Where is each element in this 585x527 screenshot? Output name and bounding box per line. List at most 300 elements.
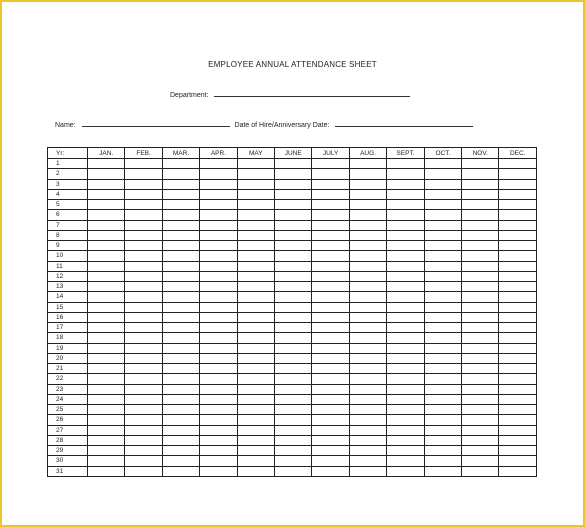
attendance-cell[interactable] <box>88 394 125 404</box>
attendance-cell[interactable] <box>312 415 349 425</box>
attendance-cell[interactable] <box>162 210 199 220</box>
attendance-cell[interactable] <box>162 282 199 292</box>
attendance-cell[interactable] <box>387 343 424 353</box>
attendance-cell[interactable] <box>499 230 537 240</box>
attendance-cell[interactable] <box>387 425 424 435</box>
attendance-cell[interactable] <box>125 210 162 220</box>
attendance-cell[interactable] <box>88 446 125 456</box>
attendance-cell[interactable] <box>462 323 499 333</box>
attendance-cell[interactable] <box>499 159 537 169</box>
attendance-cell[interactable] <box>499 384 537 394</box>
attendance-cell[interactable] <box>162 394 199 404</box>
attendance-cell[interactable] <box>499 425 537 435</box>
attendance-cell[interactable] <box>387 312 424 322</box>
attendance-cell[interactable] <box>125 169 162 179</box>
attendance-cell[interactable] <box>499 292 537 302</box>
attendance-cell[interactable] <box>237 405 274 415</box>
attendance-cell[interactable] <box>275 251 312 261</box>
attendance-cell[interactable] <box>237 343 274 353</box>
attendance-cell[interactable] <box>200 446 237 456</box>
attendance-cell[interactable] <box>462 384 499 394</box>
attendance-cell[interactable] <box>462 312 499 322</box>
attendance-cell[interactable] <box>424 179 461 189</box>
attendance-cell[interactable] <box>88 179 125 189</box>
attendance-cell[interactable] <box>162 405 199 415</box>
attendance-cell[interactable] <box>499 435 537 445</box>
attendance-cell[interactable] <box>237 435 274 445</box>
attendance-cell[interactable] <box>349 415 386 425</box>
attendance-cell[interactable] <box>88 384 125 394</box>
attendance-cell[interactable] <box>237 384 274 394</box>
attendance-cell[interactable] <box>237 261 274 271</box>
attendance-cell[interactable] <box>312 282 349 292</box>
attendance-cell[interactable] <box>424 353 461 363</box>
attendance-cell[interactable] <box>237 292 274 302</box>
attendance-cell[interactable] <box>200 364 237 374</box>
attendance-cell[interactable] <box>349 333 386 343</box>
attendance-cell[interactable] <box>200 261 237 271</box>
attendance-cell[interactable] <box>125 364 162 374</box>
attendance-cell[interactable] <box>200 220 237 230</box>
attendance-cell[interactable] <box>424 271 461 281</box>
attendance-cell[interactable] <box>275 169 312 179</box>
attendance-cell[interactable] <box>387 179 424 189</box>
attendance-cell[interactable] <box>125 374 162 384</box>
attendance-cell[interactable] <box>237 220 274 230</box>
attendance-cell[interactable] <box>462 210 499 220</box>
attendance-cell[interactable] <box>349 159 386 169</box>
attendance-cell[interactable] <box>125 251 162 261</box>
attendance-cell[interactable] <box>499 210 537 220</box>
attendance-cell[interactable] <box>275 220 312 230</box>
attendance-cell[interactable] <box>237 415 274 425</box>
attendance-cell[interactable] <box>88 220 125 230</box>
attendance-cell[interactable] <box>88 210 125 220</box>
attendance-cell[interactable] <box>275 364 312 374</box>
attendance-cell[interactable] <box>312 169 349 179</box>
attendance-cell[interactable] <box>237 241 274 251</box>
attendance-cell[interactable] <box>499 353 537 363</box>
attendance-cell[interactable] <box>424 343 461 353</box>
attendance-cell[interactable] <box>499 405 537 415</box>
attendance-cell[interactable] <box>349 384 386 394</box>
attendance-cell[interactable] <box>387 230 424 240</box>
attendance-cell[interactable] <box>237 446 274 456</box>
attendance-cell[interactable] <box>462 189 499 199</box>
attendance-cell[interactable] <box>349 220 386 230</box>
attendance-cell[interactable] <box>200 271 237 281</box>
attendance-cell[interactable] <box>88 415 125 425</box>
attendance-cell[interactable] <box>88 189 125 199</box>
attendance-cell[interactable] <box>312 374 349 384</box>
attendance-cell[interactable] <box>424 282 461 292</box>
attendance-cell[interactable] <box>499 189 537 199</box>
attendance-cell[interactable] <box>387 292 424 302</box>
attendance-cell[interactable] <box>162 456 199 466</box>
attendance-cell[interactable] <box>349 251 386 261</box>
attendance-cell[interactable] <box>424 189 461 199</box>
attendance-cell[interactable] <box>424 456 461 466</box>
attendance-cell[interactable] <box>349 302 386 312</box>
attendance-cell[interactable] <box>88 364 125 374</box>
attendance-cell[interactable] <box>312 210 349 220</box>
attendance-cell[interactable] <box>349 374 386 384</box>
attendance-cell[interactable] <box>162 302 199 312</box>
attendance-cell[interactable] <box>462 394 499 404</box>
attendance-cell[interactable] <box>88 261 125 271</box>
attendance-cell[interactable] <box>275 415 312 425</box>
attendance-cell[interactable] <box>387 189 424 199</box>
attendance-cell[interactable] <box>88 456 125 466</box>
attendance-cell[interactable] <box>125 312 162 322</box>
attendance-cell[interactable] <box>462 364 499 374</box>
attendance-cell[interactable] <box>125 302 162 312</box>
attendance-cell[interactable] <box>462 179 499 189</box>
attendance-cell[interactable] <box>424 220 461 230</box>
attendance-cell[interactable] <box>237 230 274 240</box>
attendance-cell[interactable] <box>200 323 237 333</box>
attendance-cell[interactable] <box>125 405 162 415</box>
attendance-cell[interactable] <box>387 466 424 476</box>
attendance-cell[interactable] <box>125 384 162 394</box>
attendance-cell[interactable] <box>200 282 237 292</box>
attendance-cell[interactable] <box>275 323 312 333</box>
attendance-cell[interactable] <box>499 261 537 271</box>
attendance-cell[interactable] <box>200 292 237 302</box>
attendance-cell[interactable] <box>275 302 312 312</box>
attendance-cell[interactable] <box>125 220 162 230</box>
attendance-cell[interactable] <box>387 261 424 271</box>
attendance-cell[interactable] <box>349 425 386 435</box>
attendance-cell[interactable] <box>424 159 461 169</box>
attendance-cell[interactable] <box>387 220 424 230</box>
attendance-cell[interactable] <box>125 435 162 445</box>
attendance-cell[interactable] <box>499 271 537 281</box>
attendance-cell[interactable] <box>237 312 274 322</box>
attendance-cell[interactable] <box>387 353 424 363</box>
attendance-cell[interactable] <box>387 435 424 445</box>
attendance-cell[interactable] <box>125 466 162 476</box>
attendance-cell[interactable] <box>237 374 274 384</box>
attendance-cell[interactable] <box>387 251 424 261</box>
attendance-cell[interactable] <box>462 333 499 343</box>
attendance-cell[interactable] <box>499 394 537 404</box>
department-field[interactable] <box>214 90 410 97</box>
attendance-cell[interactable] <box>275 353 312 363</box>
attendance-cell[interactable] <box>162 446 199 456</box>
attendance-cell[interactable] <box>462 220 499 230</box>
attendance-cell[interactable] <box>237 456 274 466</box>
attendance-cell[interactable] <box>88 159 125 169</box>
attendance-cell[interactable] <box>462 466 499 476</box>
attendance-cell[interactable] <box>424 374 461 384</box>
attendance-cell[interactable] <box>312 425 349 435</box>
attendance-cell[interactable] <box>275 159 312 169</box>
attendance-cell[interactable] <box>424 446 461 456</box>
attendance-cell[interactable] <box>462 241 499 251</box>
attendance-cell[interactable] <box>349 405 386 415</box>
attendance-cell[interactable] <box>349 343 386 353</box>
attendance-cell[interactable] <box>162 384 199 394</box>
attendance-cell[interactable] <box>462 405 499 415</box>
attendance-cell[interactable] <box>125 456 162 466</box>
attendance-cell[interactable] <box>237 271 274 281</box>
attendance-cell[interactable] <box>88 271 125 281</box>
attendance-cell[interactable] <box>162 230 199 240</box>
attendance-cell[interactable] <box>312 179 349 189</box>
attendance-cell[interactable] <box>499 323 537 333</box>
attendance-cell[interactable] <box>200 302 237 312</box>
attendance-cell[interactable] <box>125 343 162 353</box>
attendance-cell[interactable] <box>499 466 537 476</box>
attendance-cell[interactable] <box>499 343 537 353</box>
attendance-cell[interactable] <box>424 312 461 322</box>
attendance-cell[interactable] <box>462 446 499 456</box>
attendance-cell[interactable] <box>312 466 349 476</box>
attendance-cell[interactable] <box>349 394 386 404</box>
attendance-cell[interactable] <box>237 251 274 261</box>
attendance-cell[interactable] <box>275 343 312 353</box>
attendance-cell[interactable] <box>312 446 349 456</box>
attendance-cell[interactable] <box>200 425 237 435</box>
attendance-cell[interactable] <box>312 364 349 374</box>
attendance-cell[interactable] <box>200 405 237 415</box>
attendance-cell[interactable] <box>349 446 386 456</box>
attendance-cell[interactable] <box>237 333 274 343</box>
attendance-cell[interactable] <box>125 230 162 240</box>
attendance-cell[interactable] <box>499 302 537 312</box>
attendance-cell[interactable] <box>162 343 199 353</box>
attendance-cell[interactable] <box>237 159 274 169</box>
attendance-cell[interactable] <box>237 169 274 179</box>
attendance-cell[interactable] <box>312 394 349 404</box>
attendance-cell[interactable] <box>387 394 424 404</box>
attendance-cell[interactable] <box>200 241 237 251</box>
attendance-cell[interactable] <box>462 415 499 425</box>
attendance-cell[interactable] <box>162 292 199 302</box>
attendance-cell[interactable] <box>200 179 237 189</box>
attendance-cell[interactable] <box>275 200 312 210</box>
attendance-cell[interactable] <box>162 261 199 271</box>
attendance-cell[interactable] <box>387 415 424 425</box>
attendance-cell[interactable] <box>349 230 386 240</box>
attendance-cell[interactable] <box>162 251 199 261</box>
attendance-cell[interactable] <box>200 200 237 210</box>
attendance-cell[interactable] <box>424 425 461 435</box>
attendance-cell[interactable] <box>424 466 461 476</box>
attendance-cell[interactable] <box>275 405 312 415</box>
attendance-cell[interactable] <box>125 333 162 343</box>
attendance-cell[interactable] <box>424 292 461 302</box>
attendance-cell[interactable] <box>200 159 237 169</box>
attendance-cell[interactable] <box>312 312 349 322</box>
attendance-cell[interactable] <box>462 200 499 210</box>
attendance-cell[interactable] <box>424 302 461 312</box>
attendance-cell[interactable] <box>275 374 312 384</box>
attendance-cell[interactable] <box>349 271 386 281</box>
attendance-cell[interactable] <box>125 261 162 271</box>
attendance-cell[interactable] <box>237 425 274 435</box>
attendance-cell[interactable] <box>424 323 461 333</box>
attendance-cell[interactable] <box>125 292 162 302</box>
attendance-cell[interactable] <box>200 374 237 384</box>
attendance-cell[interactable] <box>275 261 312 271</box>
attendance-cell[interactable] <box>499 333 537 343</box>
attendance-cell[interactable] <box>275 179 312 189</box>
attendance-cell[interactable] <box>349 210 386 220</box>
attendance-cell[interactable] <box>162 374 199 384</box>
attendance-cell[interactable] <box>200 230 237 240</box>
attendance-cell[interactable] <box>424 251 461 261</box>
attendance-cell[interactable] <box>387 333 424 343</box>
attendance-cell[interactable] <box>312 189 349 199</box>
attendance-cell[interactable] <box>424 333 461 343</box>
name-field[interactable] <box>82 120 230 127</box>
attendance-cell[interactable] <box>88 425 125 435</box>
attendance-cell[interactable] <box>200 353 237 363</box>
attendance-cell[interactable] <box>162 312 199 322</box>
attendance-cell[interactable] <box>200 435 237 445</box>
attendance-cell[interactable] <box>200 456 237 466</box>
attendance-cell[interactable] <box>275 210 312 220</box>
attendance-cell[interactable] <box>125 323 162 333</box>
attendance-cell[interactable] <box>275 394 312 404</box>
attendance-cell[interactable] <box>275 456 312 466</box>
attendance-cell[interactable] <box>275 312 312 322</box>
attendance-cell[interactable] <box>312 159 349 169</box>
attendance-cell[interactable] <box>125 353 162 363</box>
attendance-cell[interactable] <box>88 405 125 415</box>
attendance-cell[interactable] <box>349 169 386 179</box>
attendance-cell[interactable] <box>125 415 162 425</box>
attendance-cell[interactable] <box>349 435 386 445</box>
attendance-cell[interactable] <box>499 374 537 384</box>
attendance-cell[interactable] <box>424 435 461 445</box>
attendance-cell[interactable] <box>200 251 237 261</box>
attendance-cell[interactable] <box>312 230 349 240</box>
attendance-cell[interactable] <box>125 200 162 210</box>
attendance-cell[interactable] <box>88 333 125 343</box>
attendance-cell[interactable] <box>349 364 386 374</box>
attendance-cell[interactable] <box>424 394 461 404</box>
attendance-cell[interactable] <box>424 415 461 425</box>
attendance-cell[interactable] <box>424 261 461 271</box>
attendance-cell[interactable] <box>387 200 424 210</box>
attendance-cell[interactable] <box>125 446 162 456</box>
attendance-cell[interactable] <box>462 251 499 261</box>
attendance-cell[interactable] <box>125 159 162 169</box>
attendance-cell[interactable] <box>200 343 237 353</box>
attendance-cell[interactable] <box>387 241 424 251</box>
attendance-cell[interactable] <box>88 169 125 179</box>
attendance-cell[interactable] <box>88 302 125 312</box>
attendance-cell[interactable] <box>275 282 312 292</box>
attendance-cell[interactable] <box>125 189 162 199</box>
attendance-cell[interactable] <box>125 241 162 251</box>
attendance-cell[interactable] <box>462 271 499 281</box>
attendance-cell[interactable] <box>312 261 349 271</box>
attendance-cell[interactable] <box>88 241 125 251</box>
attendance-cell[interactable] <box>312 353 349 363</box>
attendance-cell[interactable] <box>349 312 386 322</box>
attendance-cell[interactable] <box>162 323 199 333</box>
attendance-cell[interactable] <box>275 466 312 476</box>
attendance-cell[interactable] <box>237 364 274 374</box>
attendance-cell[interactable] <box>88 251 125 261</box>
attendance-cell[interactable] <box>88 466 125 476</box>
attendance-cell[interactable] <box>387 374 424 384</box>
attendance-cell[interactable] <box>462 159 499 169</box>
attendance-cell[interactable] <box>499 456 537 466</box>
attendance-cell[interactable] <box>499 282 537 292</box>
attendance-cell[interactable] <box>349 282 386 292</box>
attendance-cell[interactable] <box>499 251 537 261</box>
attendance-cell[interactable] <box>312 292 349 302</box>
attendance-cell[interactable] <box>499 220 537 230</box>
attendance-cell[interactable] <box>462 456 499 466</box>
attendance-cell[interactable] <box>387 446 424 456</box>
attendance-cell[interactable] <box>424 169 461 179</box>
attendance-cell[interactable] <box>237 323 274 333</box>
attendance-cell[interactable] <box>162 333 199 343</box>
attendance-cell[interactable] <box>462 282 499 292</box>
attendance-cell[interactable] <box>462 425 499 435</box>
attendance-cell[interactable] <box>88 343 125 353</box>
attendance-cell[interactable] <box>312 200 349 210</box>
attendance-cell[interactable] <box>162 435 199 445</box>
attendance-cell[interactable] <box>162 353 199 363</box>
attendance-cell[interactable] <box>349 189 386 199</box>
attendance-cell[interactable] <box>275 384 312 394</box>
attendance-cell[interactable] <box>162 179 199 189</box>
attendance-cell[interactable] <box>312 251 349 261</box>
attendance-cell[interactable] <box>424 230 461 240</box>
attendance-cell[interactable] <box>237 302 274 312</box>
attendance-cell[interactable] <box>275 292 312 302</box>
attendance-cell[interactable] <box>237 353 274 363</box>
attendance-cell[interactable] <box>162 200 199 210</box>
attendance-cell[interactable] <box>200 415 237 425</box>
attendance-cell[interactable] <box>424 384 461 394</box>
attendance-cell[interactable] <box>88 312 125 322</box>
attendance-cell[interactable] <box>462 302 499 312</box>
attendance-cell[interactable] <box>88 200 125 210</box>
attendance-cell[interactable] <box>275 446 312 456</box>
attendance-cell[interactable] <box>275 425 312 435</box>
attendance-cell[interactable] <box>387 302 424 312</box>
attendance-cell[interactable] <box>424 200 461 210</box>
attendance-cell[interactable] <box>200 384 237 394</box>
attendance-cell[interactable] <box>462 230 499 240</box>
attendance-cell[interactable] <box>499 446 537 456</box>
attendance-cell[interactable] <box>162 415 199 425</box>
attendance-cell[interactable] <box>349 466 386 476</box>
attendance-cell[interactable] <box>200 333 237 343</box>
attendance-cell[interactable] <box>312 220 349 230</box>
attendance-cell[interactable] <box>162 364 199 374</box>
attendance-cell[interactable] <box>88 374 125 384</box>
attendance-cell[interactable] <box>387 456 424 466</box>
attendance-cell[interactable] <box>424 364 461 374</box>
attendance-cell[interactable] <box>349 353 386 363</box>
attendance-cell[interactable] <box>499 241 537 251</box>
attendance-cell[interactable] <box>312 271 349 281</box>
attendance-cell[interactable] <box>200 189 237 199</box>
attendance-cell[interactable] <box>387 271 424 281</box>
attendance-cell[interactable] <box>387 364 424 374</box>
attendance-cell[interactable] <box>462 353 499 363</box>
attendance-cell[interactable] <box>424 210 461 220</box>
